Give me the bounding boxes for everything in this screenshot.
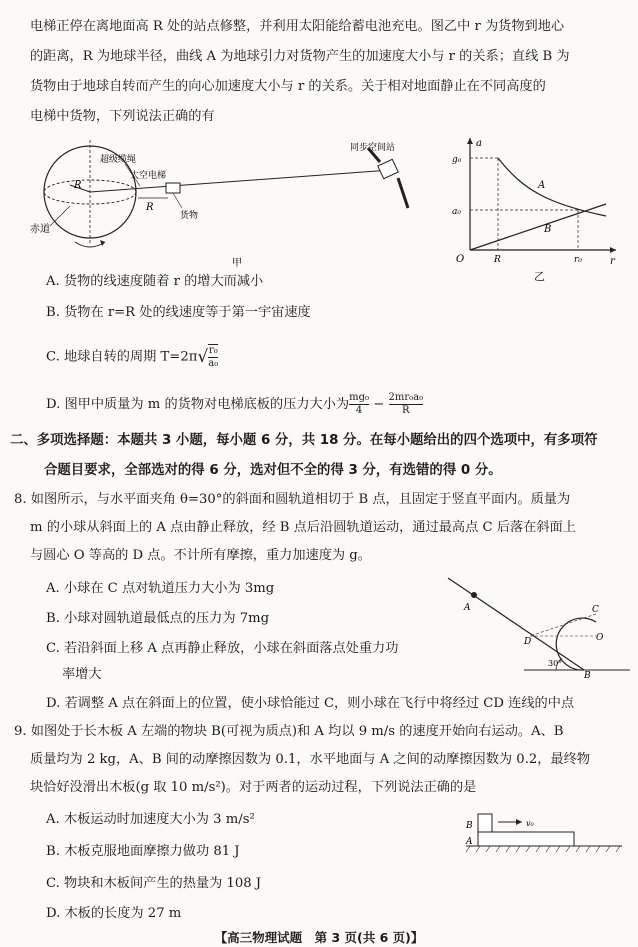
q9-line-2: 质量均为 2 kg，A、B 间的动摩擦因数为 0.1，水平地面与 A 之间的动摩擦因数为 0.2，最终物: [30, 752, 591, 767]
intro-line-4: 电梯中货物，下列说法正确的有: [30, 109, 215, 124]
q8-line-3: 与圆心 O 等高的 D 点。不计所有摩擦，重力加速度为 g。: [30, 548, 371, 563]
q8-fig-O: O: [596, 633, 604, 643]
q7-d-frac1-den: 4: [355, 405, 363, 416]
q9-option-d: D. 木板的长度为 27 m: [46, 906, 182, 921]
q7-c-numerator: r₀: [208, 345, 218, 356]
q8-fig-A: A: [464, 603, 471, 613]
fig-jia-cable-label: 超级缆绳: [100, 155, 137, 165]
q8-option-b: B. 小球对圆轨道最低点的压力为 7mg: [46, 611, 270, 626]
q9-line-3: 块恰好没滑出木板(g 取 10 m/s²)。对于两者的运动过程，下列说法正确的是: [30, 780, 477, 795]
q9-option-a: A. 木板运动时加速度大小为 3 m/s²: [46, 812, 255, 827]
q8-option-c-line1: C. 若沿斜面上移 A 点再静止释放，小球在斜面落点处重力功: [46, 641, 399, 656]
q7-d-frac2-den: R: [402, 405, 410, 416]
fig-yi-axis-y: a: [476, 138, 482, 149]
q7-option-d: [46, 390, 423, 420]
q9-option-b: B. 木板克服地面摩擦力做功 81 J: [46, 844, 240, 859]
fig-yi-tick-a0: a₀: [452, 207, 461, 217]
intro-line-1: 电梯正停在离地面高 R 处的站点修整，并利用太阳能给蓄电池充电。图乙中 r 为货物到地心: [30, 19, 565, 34]
q8-option-a: A. 小球在 C 点对轨道压力大小为 3mg: [46, 581, 275, 596]
fig-yi-tick-R: R: [494, 255, 501, 265]
q7-option-b: B. 货物在 r=R 处的线速度等于第一宇宙速度: [46, 305, 311, 320]
fig-yi-tick-g0: g₀: [452, 155, 462, 165]
fig-jia-R1: R: [74, 180, 82, 191]
q9-fig-v0: v₀: [526, 819, 534, 828]
fig-jia-station-label: 同步空间站: [350, 143, 396, 153]
page-footer: 【高三物理试题 第 3 页(共 6 页)】: [214, 930, 424, 945]
fig-yi-origin: O: [456, 254, 465, 265]
figure-q9-block-board: [462, 812, 624, 858]
fig-yi-curve-A: A: [538, 180, 546, 191]
q8-fig-D: D: [524, 637, 532, 647]
q7-option-c: C. 地球自转的周期 T=2π√ $\frac{\text{r₀}}{\text{a₀}}$: [46, 345, 219, 369]
section2-line-2: 合题目要求，全部选对的得 6 分，选对但不全的得 3 分，有选错的得 0 分。: [44, 463, 502, 478]
satellite-icon: [368, 148, 408, 208]
figure-yi-graph: [448, 132, 624, 268]
fig-yi-axis-x: r: [610, 256, 615, 267]
figure-jia-space-elevator: [30, 130, 430, 270]
fig-jia-equator-label: 赤道: [30, 224, 50, 235]
intro-line-2: 的距离，R 为地球半径，曲线 A 为地球引力对货物产生的加速度大小与 r 的关系；直线 B 为: [30, 49, 570, 64]
q8-fig-angle: 30°: [548, 659, 563, 668]
q7-option-c-text: C. 地球自转的周期 T=2π: [46, 349, 198, 365]
fig-yi-tick-r0: r₀: [574, 255, 582, 265]
fig-jia-R2: R: [146, 202, 154, 213]
q9-fig-A: A: [466, 837, 473, 847]
q7-c-denominator: a₀: [208, 358, 219, 369]
q7-d-minus: −: [373, 397, 385, 412]
q8-line-2: m 的小球从斜面上的 A 点由静止释放，经 B 点后沿圆轨道运动，通过最高点 C 后落在斜面上: [30, 520, 576, 535]
q8-option-d: D. 若调整 A 点在斜面上的位置，使小球恰能过 C，则小球在飞行中将经过 CD 连线的中点: [46, 696, 575, 711]
fig-jia-elevator-label: 太空电梯: [130, 171, 167, 181]
q7-d-frac2-num: 2mr₀a₀: [388, 392, 424, 403]
q8-fig-B: B: [584, 671, 591, 680]
intro-line-3: 货物由于地球自转而产生的向心加速度大小与 r 的关系。关于相对地面静止在不同高度的: [30, 79, 546, 94]
fig-yi-caption: 乙: [534, 270, 545, 283]
q8-line-1: 8. 如图所示，与水平面夹角 θ=30°的斜面和圆轨道相切于 B 点，且固定于竖直平面内。质量为: [14, 492, 571, 507]
q8-fig-C: C: [592, 605, 599, 615]
q9-fig-B: B: [466, 821, 473, 831]
fig-jia-cargo-label: 货物: [180, 211, 199, 221]
fig-jia-caption: 甲: [232, 258, 242, 269]
q7-d-frac1-num: mg₀: [349, 392, 370, 403]
figure-q8-incline-loop: [444, 574, 630, 680]
q7-option-a: A. 货物的线速度随着 r 的增大而减小: [46, 274, 264, 289]
fig-yi-line-B: B: [544, 224, 552, 235]
q9-line-1: 9. 如图处于长木板 A 左端的物块 B(可视为质点)和 A 均以 9 m/s 的速度开始向右运动。A、B: [14, 724, 564, 739]
q7-option-d-text: D. 图甲中质量为 m 的货物对电梯底板的压力大小为: [46, 397, 350, 412]
q9-option-c: C. 物块和木板间产生的热量为 108 J: [46, 876, 262, 891]
q8-option-c-line2: 率增大: [62, 667, 102, 682]
section2-line-1: 二、多项选择题：本题共 3 小题，每小题 6 分，共 18 分。在每小题给出的四个选项中，有多项符: [10, 433, 598, 448]
